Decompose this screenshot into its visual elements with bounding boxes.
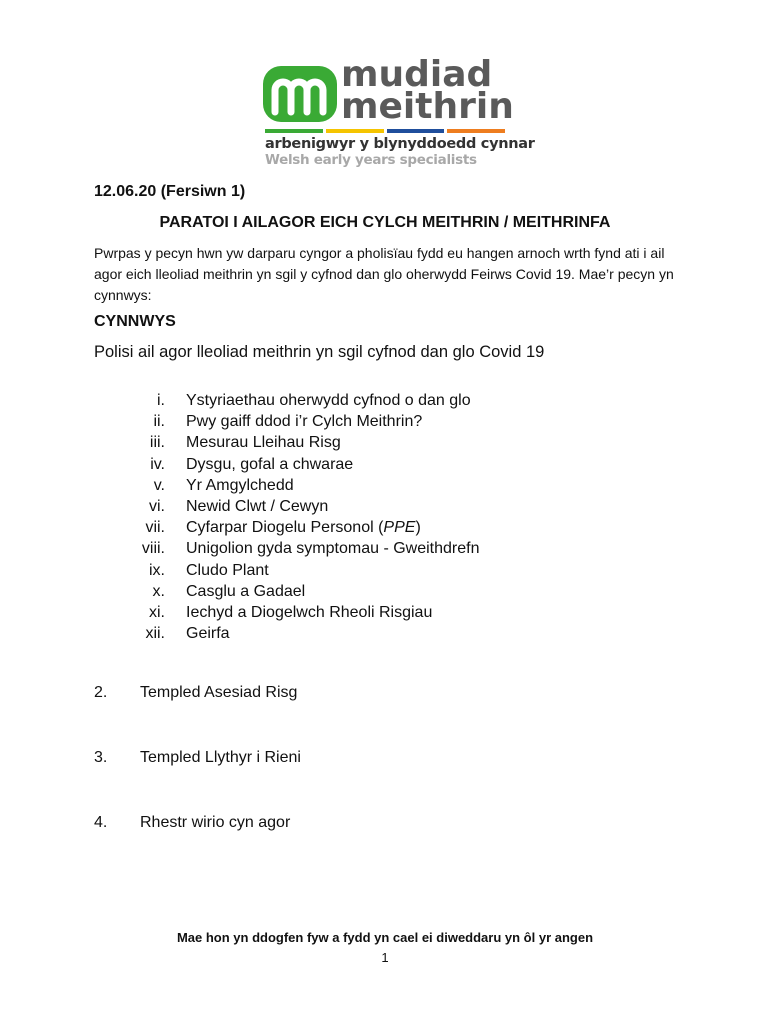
list-item-number: xi. xyxy=(149,603,165,621)
list-item-number: i. xyxy=(157,392,165,409)
logo-tagline-english: Welsh early years specialists xyxy=(265,152,477,168)
list-item-text: Newid Clwt / Cewyn xyxy=(186,497,329,515)
list-item-number: xii. xyxy=(145,625,165,643)
mm-logo-mark-icon xyxy=(263,66,337,122)
list-item-number: iii. xyxy=(149,434,165,452)
list-item-text: Cludo Plant xyxy=(186,561,269,579)
document-date-version: 12.06.20 (Fersiwn 1) xyxy=(94,183,246,200)
logo-tagline-welsh: arbenigwyr y blynyddoedd cynnar xyxy=(265,136,535,152)
page-number: 1 xyxy=(381,950,389,965)
list-item-number: ii. xyxy=(153,413,165,431)
contents-item-number: 3. xyxy=(94,749,108,766)
contents-item-number: 4. xyxy=(94,814,108,831)
list-item-number: ix. xyxy=(149,561,165,579)
list-item-text: Mesurau Lleihau Risg xyxy=(186,434,341,452)
list-item-number: x. xyxy=(152,582,165,600)
contents-item-text: Rhestr wirio cyn agor xyxy=(140,814,291,831)
logo-word-mudiad: mudiad xyxy=(341,54,493,95)
contents-item-number: 2. xyxy=(94,684,108,701)
list-item-text xyxy=(186,517,421,538)
list-item-text: Unigolion gyda symptomau - Gweithdrefn xyxy=(186,540,480,558)
list-item-text: Yr Amgylchedd xyxy=(186,476,294,494)
contents-heading: CYNNWYS xyxy=(94,313,176,330)
logo-word-meithrin: meithrin xyxy=(341,86,514,127)
footer-note: Mae hon yn ddogfen fyw a fydd yn cael ei diweddaru yn ôl yr angen xyxy=(176,930,594,945)
list-item-number: iv. xyxy=(150,455,165,473)
contents-item-text: Templed Asesiad Risg xyxy=(140,684,298,701)
list-item-number: vi. xyxy=(149,497,165,515)
document-title: PARATOI I AILAGOR EICH CYLCH MEITHRIN / MEITHRINFA xyxy=(159,214,611,231)
contents-item-text: Templed Llythyr i Rieni xyxy=(140,749,301,766)
list-item-text: Pwy gaiff ddod i’r Cylch Meithrin? xyxy=(186,413,423,431)
list-item-text-before: Cyfarpar Diogelu Personol ( xyxy=(186,519,384,537)
ppe-abbreviation: PPE xyxy=(383,519,416,537)
list-item-text: Ystyriaethau oherwydd cyfnod o dan glo xyxy=(186,392,471,409)
list-item-text: Iechyd a Diogelwch Rheoli Risgiau xyxy=(186,603,433,621)
list-item-text-after: ) xyxy=(415,519,421,537)
intro-paragraph: Pwrpas y pecyn hwn yw darparu cyngor a pholisïau fydd eu hangen arnoch wrth fynd ati i ail agor eich lleoliad meithrin yn sgil y cyfnod dan glo oherwydd Feirws Covid 19. Mae’r pecyn yn cynnwys: xyxy=(94,245,674,303)
list-item-number: vii. xyxy=(145,519,165,537)
list-item-number: v. xyxy=(153,476,165,494)
list-item-text: Dysgu, gofal a chwarae xyxy=(186,455,354,473)
mudiad-meithrin-logo xyxy=(263,54,535,170)
list-item-text: Casglu a Gadael xyxy=(186,582,306,600)
list-item-text: Geirfa xyxy=(186,625,230,643)
logo-color-bars xyxy=(265,129,505,133)
contents-lead-item: Polisi ail agor lleoliad meithrin yn sgil cyfnod dan glo Covid 19 xyxy=(94,343,545,361)
list-item-number: viii. xyxy=(141,540,165,558)
